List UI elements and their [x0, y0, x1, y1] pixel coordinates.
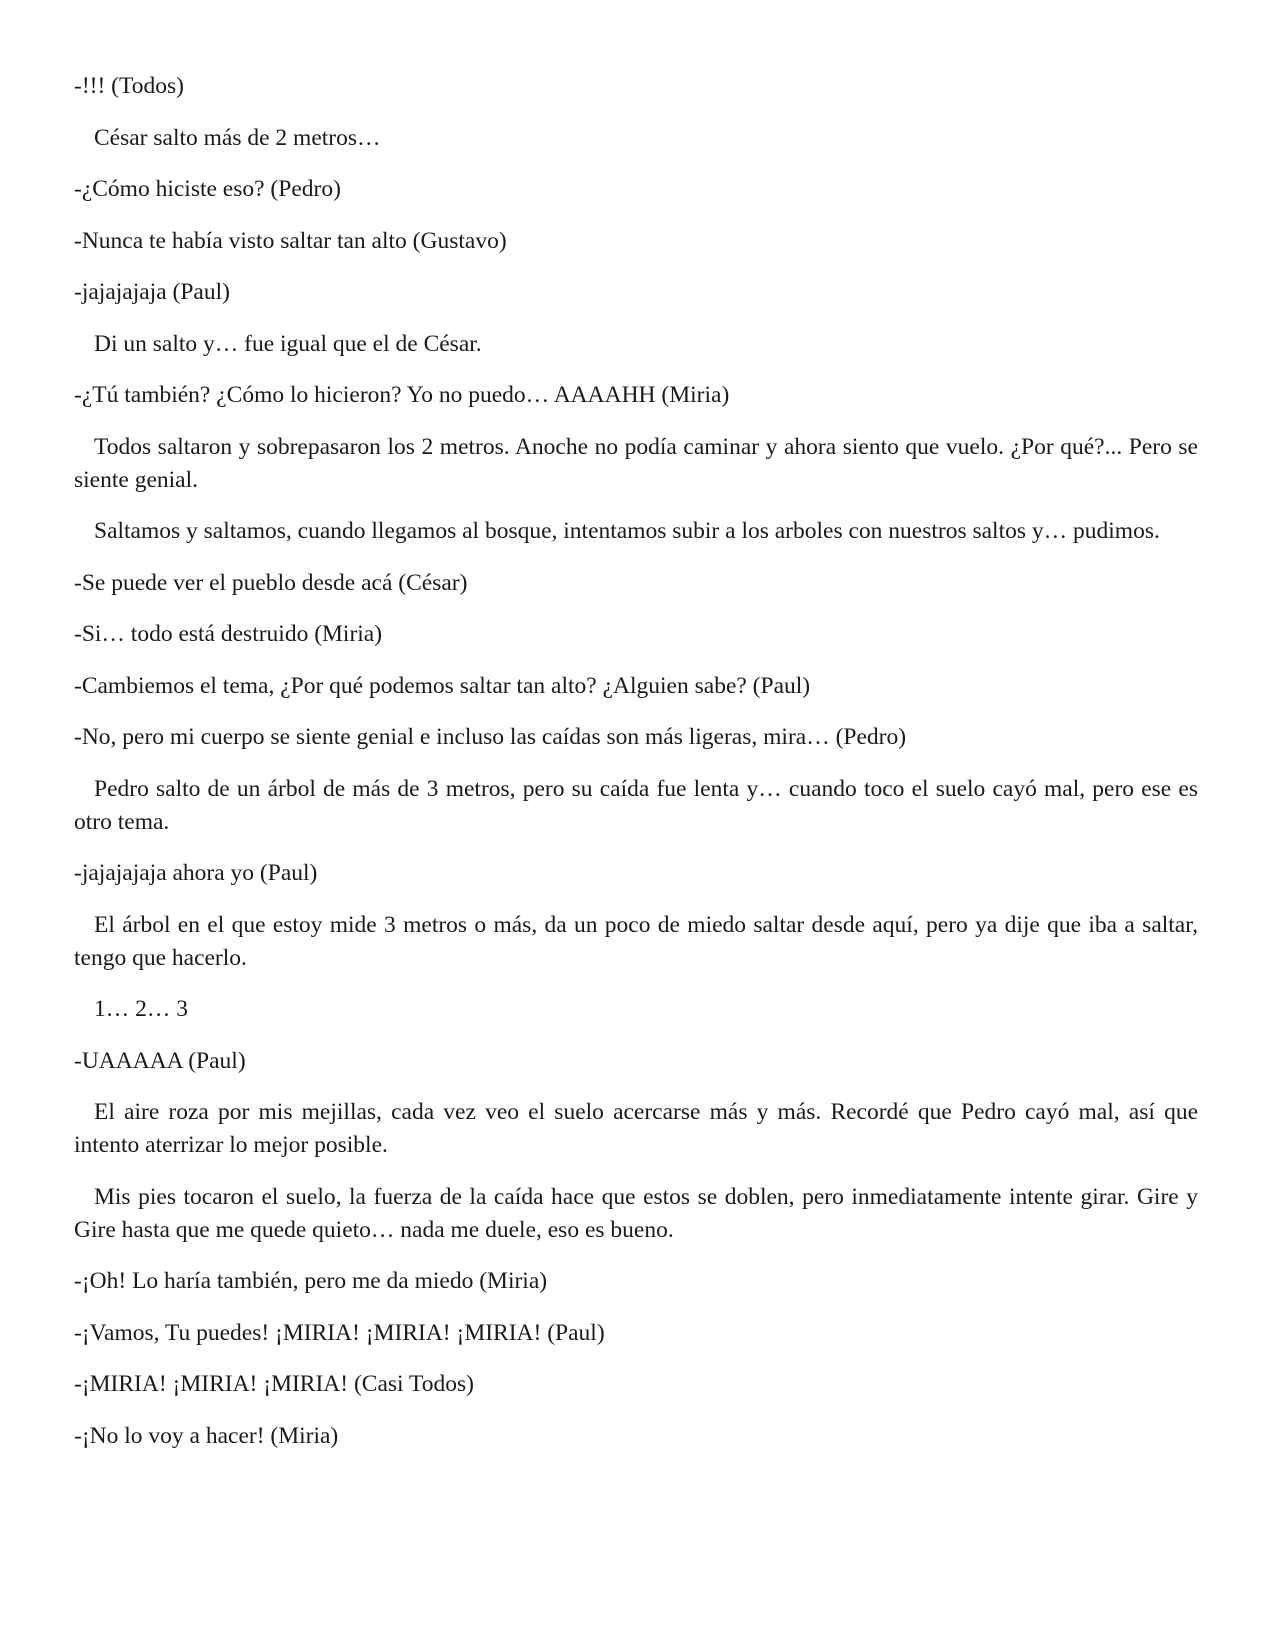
paragraph-19: El aire roza por mis mejillas, cada vez veo el suelo acercarse más y más. Recordé que Pedro cayó mal, así que intento aterrizar lo mejor posible.	[74, 1099, 1198, 1158]
document-page	[74, 70, 1198, 1471]
paragraph-4: -Nunca te había visto saltar tan alto (Gustavo)	[74, 227, 507, 254]
paragraph-12: -Cambiemos el tema, ¿Por qué podemos saltar tan alto? ¿Alguien sabe? (Paul)	[74, 672, 811, 699]
paragraph-17: 1… 2… 3	[94, 996, 188, 1022]
paragraph-10: -Se puede ver el pueblo desde acá (César)	[74, 569, 468, 596]
paragraph-5: -jajajajaja (Paul)	[74, 279, 230, 305]
paragraph-23: -¡MIRIA! ¡MIRIA! ¡MIRIA! (Casi Todos)	[74, 1371, 474, 1397]
paragraph-15: -jajajajaja ahora yo (Paul)	[74, 860, 318, 886]
paragraph-18: -UAAAAA (Paul)	[74, 1047, 246, 1074]
paragraph-7: -¿Tú también? ¿Cómo lo hicieron? Yo no puedo… AAAAHH (Miria)	[74, 382, 730, 408]
paragraph-9: Saltamos y saltamos, cuando llegamos al bosque, intentamos subir a los arboles con nuestros saltos y… pudimos.	[94, 518, 1160, 544]
paragraph-24: -¡No lo voy a hacer! (Miria)	[74, 1422, 339, 1449]
paragraph-22: -¡Vamos, Tu puedes! ¡MIRIA! ¡MIRIA! ¡MIRIA! (Paul)	[74, 1319, 605, 1346]
paragraph-2: César salto más de 2 metros…	[94, 124, 381, 151]
paragraph-3: -¿Cómo hiciste eso? (Pedro)	[74, 176, 341, 202]
paragraph-11: -Si… todo está destruido (Miria)	[74, 621, 383, 647]
paragraph-21: -¡Oh! Lo haría también, pero me da miedo (Miria)	[74, 1268, 548, 1294]
paragraph-13: -No, pero mi cuerpo se siente genial e incluso las caídas son más ligeras, mira… (Pedro)	[74, 724, 907, 750]
paragraph-16: El árbol en el que estoy mide 3 metros o más, da un poco de miedo saltar desde aquí, pero ya dije que iba a saltar, tengo que hacerlo.	[74, 911, 1198, 971]
paragraph-8: Todos saltaron y sobrepasaron los 2 metros. Anoche no podía caminar y ahora siento que vuelo. ¿Por qué?... Pero se siente genial.	[74, 433, 1198, 493]
paragraph-1: -!!! (Todos)	[74, 73, 184, 99]
paragraph-6: Di un salto y… fue igual que el de César.	[94, 330, 482, 357]
paragraph-14: Pedro salto de un árbol de más de 3 metros, pero su caída fue lenta y… cuando toco el suelo cayó mal, pero ese es otro tema.	[74, 775, 1198, 835]
paragraph-20: Mis pies tocaron el suelo, la fuerza de la caída hace que estos se doblen, pero inmediatamente intente girar. Gire y Gire hasta que me quede quieto… nada me duele, eso es bueno.	[74, 1183, 1198, 1243]
